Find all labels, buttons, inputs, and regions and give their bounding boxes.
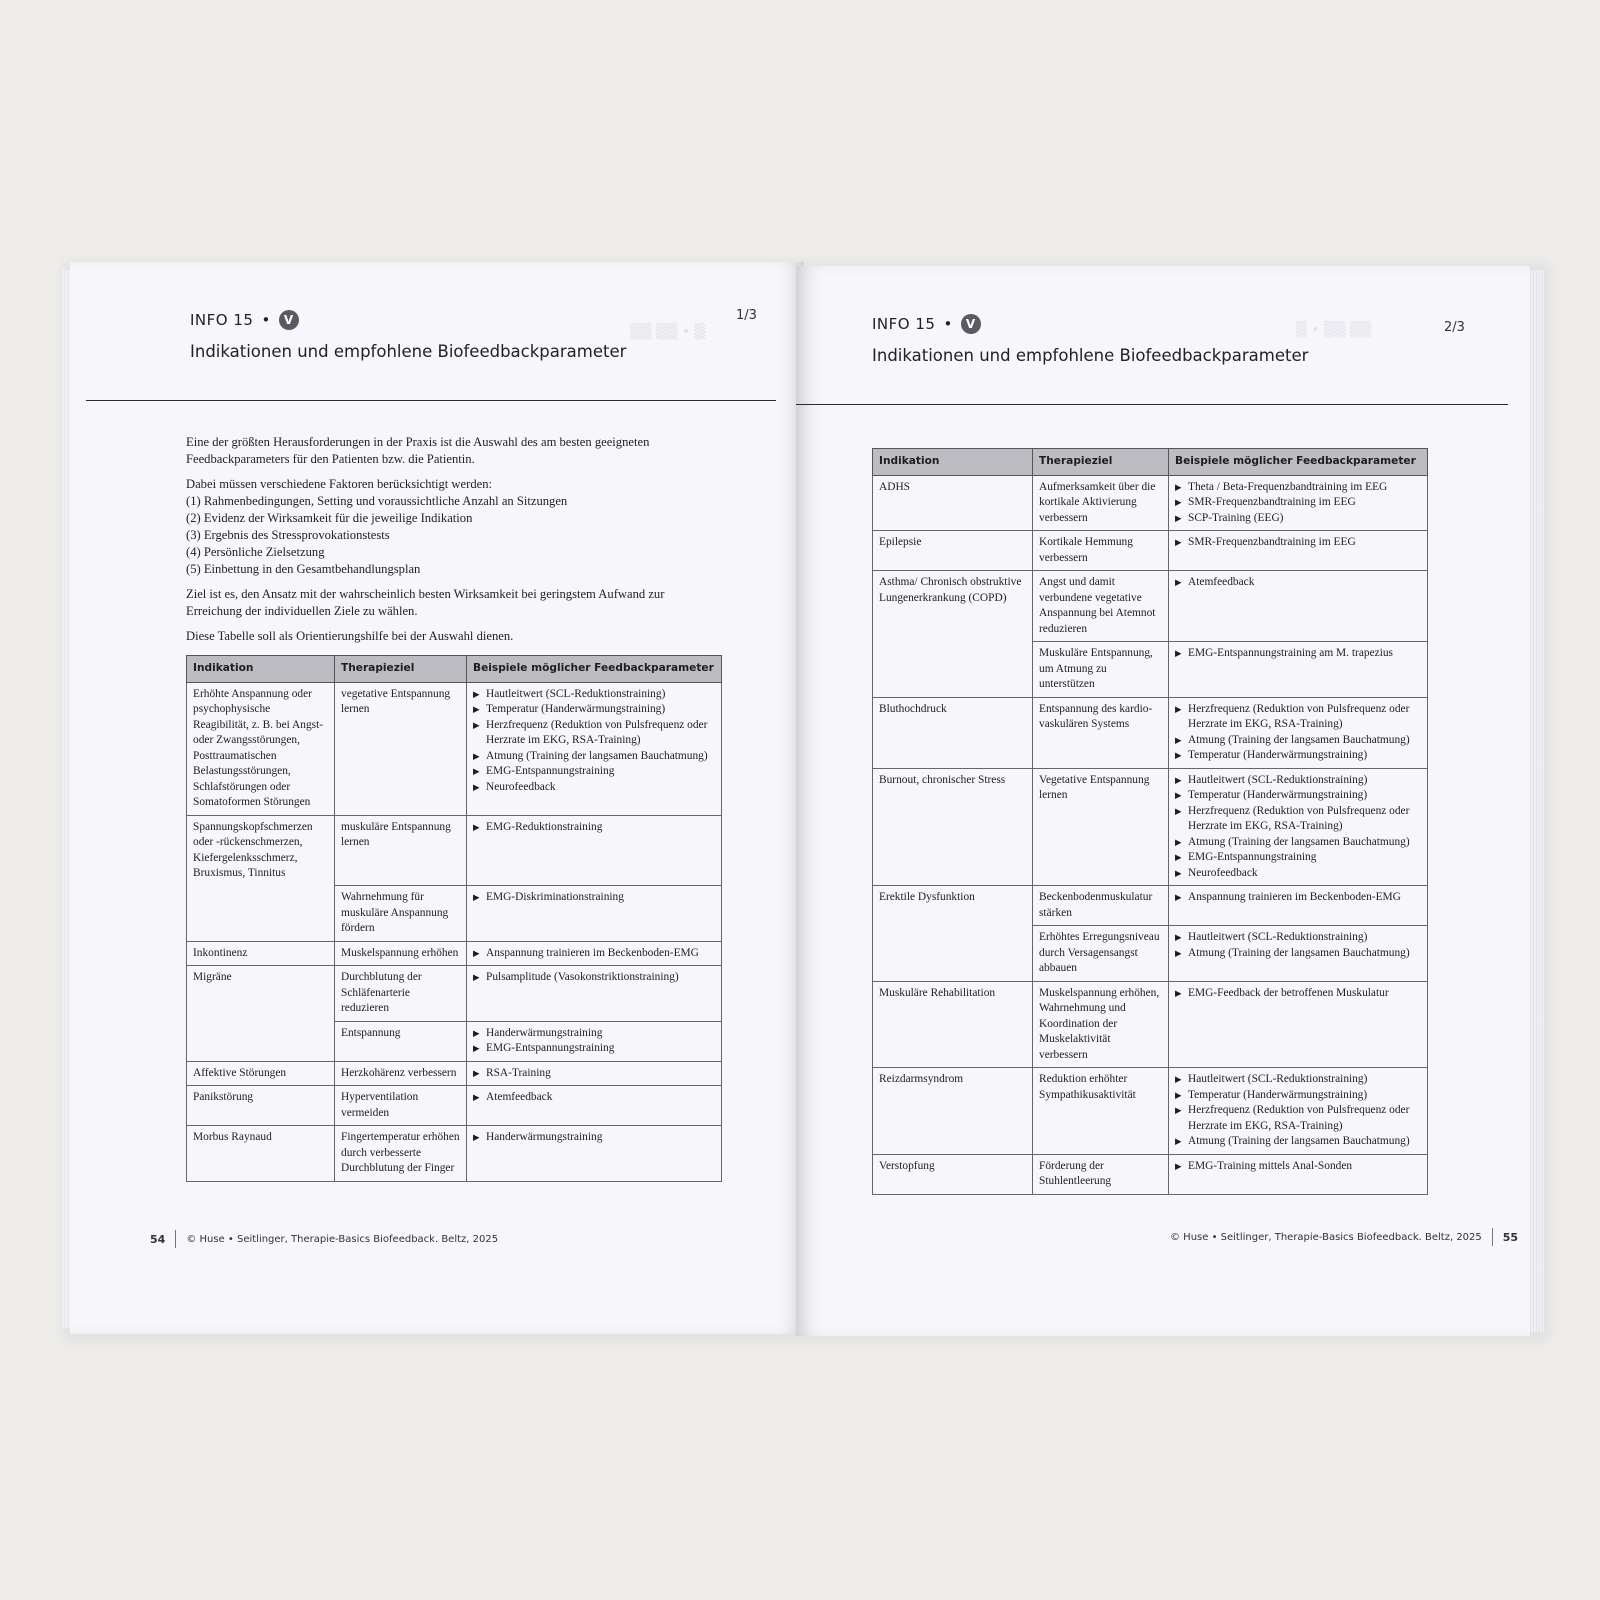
parameter-list (473, 1066, 715, 1082)
parameter-item: ▶ Atmung (Training der langsamen Bauchatmung) (473, 749, 715, 765)
cell-beispiele (1169, 475, 1428, 531)
table-header-row (187, 656, 722, 683)
cell-beispiele (1169, 768, 1428, 886)
parameter-item: ▶ Temperatur (Handerwärmungstraining) (1175, 1088, 1421, 1104)
parameter-item: ▶ Anspannung trainieren im Beckenboden-EMG (1175, 890, 1421, 906)
cell-therapieziel: Muskuläre Entspannung, um Atmung zu unterstützen (1033, 642, 1169, 698)
footer-divider (1492, 1228, 1493, 1246)
cell-beispiele (467, 1086, 722, 1126)
header-therapieziel: Therapieziel (335, 656, 467, 683)
parameter-item: ▶ Herzfrequenz (Reduktion von Pulsfrequenz oder Herzrate im EKG, RSA-Training) (1175, 804, 1421, 835)
table-row (187, 682, 722, 815)
parameter-item: ▶ EMG-Feedback der betroffenen Muskulatur (1175, 986, 1421, 1002)
cell-beispiele (467, 1061, 722, 1086)
parameter-item: ▶ RSA-Training (473, 1066, 715, 1082)
parameter-list (1175, 930, 1421, 961)
parameter-item: ▶ Temperatur (Handerwärmungstraining) (1175, 748, 1421, 764)
info-label (872, 314, 1308, 334)
page-number: 55 (1502, 1230, 1519, 1244)
parameter-item: ▶ Herzfrequenz (Reduktion von Pulsfrequenz oder Herzrate im EKG, RSA-Training) (473, 718, 715, 749)
header-indikation: Indikation (187, 656, 335, 683)
right-footer (1170, 1228, 1518, 1246)
cell-therapieziel: Durchblutung der Schläfenarterie reduzieren (335, 966, 467, 1022)
parameter-list (1175, 890, 1421, 906)
factor-item: (3) Ergebnis des Stressprovokationstests (186, 528, 390, 542)
table-row (873, 1154, 1428, 1194)
cell-beispiele (467, 941, 722, 966)
parameter-item: ▶ EMG-Entspannungstraining (473, 764, 715, 780)
parameter-list (473, 946, 715, 962)
table-row (873, 926, 1428, 982)
page-part-indicator: 1/3 (736, 308, 757, 323)
header-beispiele: Beispiele möglicher Feedbackparameter (467, 656, 722, 683)
cell-therapieziel: Aufmerksamkeit über die kortikale Aktivierung verbessern (1033, 475, 1169, 531)
left-page (70, 262, 804, 1334)
page-title: Indikationen und empfohlene Biofeedbackparameter (872, 346, 1309, 365)
table-row (873, 1068, 1428, 1155)
bullet-separator: • (943, 315, 953, 333)
footer-divider (175, 1230, 176, 1248)
info-label (190, 310, 626, 330)
cell-beispiele (1169, 886, 1428, 926)
cell-therapieziel: Vegetative Entspannung lernen (1033, 768, 1169, 886)
table-row (187, 1061, 722, 1086)
table-row (187, 1021, 722, 1061)
cell-therapieziel: muskuläre Entspannung lernen (335, 815, 467, 886)
cell-therapieziel: Förderung der Stuhlentleerung (1033, 1154, 1169, 1194)
parameter-item: ▶ Handerwärmungstraining (473, 1130, 715, 1146)
parameter-item: ▶ EMG-Entspannungstraining am M. trapezius (1175, 646, 1421, 662)
parameter-item: ▶ Temperatur (Handerwärmungstraining) (1175, 788, 1421, 804)
parameter-list (473, 687, 715, 796)
cell-indikation: Inkontinenz (187, 941, 335, 966)
cell-therapieziel: Herzkohärenz verbessern (335, 1061, 467, 1086)
page-edges-right (1530, 270, 1544, 1332)
cell-indikation: Migräne (187, 966, 335, 1022)
left-body (186, 434, 722, 1182)
header-indikation: Indikation (873, 449, 1033, 476)
parameter-item: ▶ Atemfeedback (1175, 575, 1421, 591)
parameter-item: ▶ Atmung (Training der langsamen Bauchatmung) (1175, 1134, 1421, 1150)
cell-therapieziel: Muskelspannung erhöhen (335, 941, 467, 966)
cell-indikation: Erektile Dysfunktion (873, 886, 1033, 926)
cell-indikation: Epilepsie (873, 531, 1033, 571)
cell-therapieziel: Angst und damit verbundene vegetative Anspannung bei Atemnot reduzieren (1033, 571, 1169, 642)
cell-indikation: Asthma/ Chronisch obstruktive Lungenerkrankung (COPD) (873, 571, 1033, 642)
level-badge-icon: V (961, 314, 981, 334)
table-row (187, 886, 722, 942)
parameter-list (473, 970, 715, 986)
info-number: INFO 15 (872, 315, 936, 333)
parameter-item: ▶ Herzfrequenz (Reduktion von Pulsfrequenz oder Herzrate im EKG, RSA-Training) (1175, 702, 1421, 733)
goal-paragraph: Ziel ist es, den Ansatz mit der wahrscheinlich besten Wirksamkeit bei geringstem Aufwand zur Erreichung der individuellen Ziele zu wählen. (186, 587, 665, 618)
cell-beispiele (1169, 1154, 1428, 1194)
right-page (796, 266, 1530, 1336)
parameter-item: ▶ Atmung (Training der langsamen Bauchatmung) (1175, 835, 1421, 851)
cell-indikation: Reizdarmsyndrom (873, 1068, 1033, 1155)
cell-beispiele (1169, 697, 1428, 768)
table-row (873, 531, 1428, 571)
info-number: INFO 15 (190, 311, 254, 329)
cell-therapieziel: Wahrnehmung für muskuläre Anspannung fördern (335, 886, 467, 942)
parameter-item: ▶ SMR-Frequenzbandtraining im EEG (1175, 495, 1421, 511)
cell-indikation: Verstopfung (873, 1154, 1033, 1194)
cell-indikation: Affektive Störungen (187, 1061, 335, 1086)
bullet-separator: • (261, 311, 271, 329)
header-rule (796, 404, 1508, 405)
parameter-item: ▶ EMG-Diskriminationstraining (473, 890, 715, 906)
parameter-item: ▶ EMG-Training mittels Anal-Sonden (1175, 1159, 1421, 1175)
table-row (187, 941, 722, 966)
left-header (190, 310, 626, 361)
cell-indikation (187, 1021, 335, 1061)
cell-therapieziel: Muskelspannung erhöhen, Wahrnehmung und Koordination der Muskelaktivität verbessern (1033, 981, 1169, 1068)
cell-indikation (873, 642, 1033, 698)
parameter-list (1175, 535, 1421, 551)
cell-beispiele (1169, 531, 1428, 571)
parameter-list (1175, 575, 1421, 591)
factor-item: (2) Evidenz der Wirksamkeit für die jeweilige Indikation (186, 511, 473, 525)
cell-indikation: Burnout, chronischer Stress (873, 768, 1033, 886)
factors-list (186, 493, 722, 578)
cell-beispiele (467, 966, 722, 1022)
table-row (187, 966, 722, 1022)
cell-beispiele (1169, 981, 1428, 1068)
parameter-item: ▶ EMG-Reduktionstraining (473, 820, 715, 836)
cell-beispiele (467, 886, 722, 942)
table-row (187, 815, 722, 886)
cell-therapieziel: Entspannung (335, 1021, 467, 1061)
parameter-list (1175, 1072, 1421, 1150)
table-row (873, 697, 1428, 768)
intro-paragraph: Eine der größten Herausforderungen in der Praxis ist die Auswahl des am besten geeigneten Feedbackparameters für den Patienten bzw. die Patientin. (186, 435, 650, 466)
bleed-through-text: ▒▒ ▒▒ • ▒ (630, 324, 706, 340)
right-header (872, 314, 1308, 365)
cell-therapieziel: Hyperventilation vermeiden (335, 1086, 467, 1126)
parameter-list (1175, 986, 1421, 1002)
table-intro: Diese Tabelle soll als Orientierungshilfe bei der Auswahl dienen. (186, 629, 514, 643)
parameter-item: ▶ Anspannung trainieren im Beckenboden-EMG (473, 946, 715, 962)
parameter-item: ▶ Neurofeedback (473, 780, 715, 796)
parameter-item: ▶ Herzfrequenz (Reduktion von Pulsfrequenz oder Herzrate im EKG, RSA-Training) (1175, 1103, 1421, 1134)
table-row (873, 886, 1428, 926)
table-header-row (873, 449, 1428, 476)
header-therapieziel: Therapieziel (1033, 449, 1169, 476)
parameter-item: ▶ SCP-Training (EEG) (1175, 511, 1421, 527)
cell-indikation: Erhöhte Anspannung oder psychophysische Reagibilität, z. B. bei Angst- oder Zwangsstörungen, Posttraumatischen Belastungsstörungen, Schlafstörungen oder Somatoformen Störungen (187, 682, 335, 815)
cell-indikation: Spannungskopfschmerzen oder -rückenschmerzen, Kiefergelenksschmerz, Bruxismus, Tinnitus (187, 815, 335, 886)
parameter-item: ▶ SMR-Frequenzbandtraining im EEG (1175, 535, 1421, 551)
parameter-list (1175, 773, 1421, 882)
cell-indikation (873, 926, 1033, 982)
cell-therapieziel: vegetative Entspannung lernen (335, 682, 467, 815)
parameter-item: ▶ Theta / Beta-Frequenzbandtraining im EEG (1175, 480, 1421, 496)
level-badge-icon: V (279, 310, 299, 330)
header-rule (86, 400, 776, 401)
cell-indikation (187, 886, 335, 942)
factors-intro: Dabei müssen verschiedene Faktoren berücksichtigt werden: (186, 477, 492, 491)
table-row (187, 1086, 722, 1126)
factor-item: (5) Einbettung in den Gesamtbehandlungsplan (186, 562, 421, 576)
indication-table (186, 655, 722, 1182)
cell-therapieziel: Beckenbodenmuskulatur stärken (1033, 886, 1169, 926)
parameter-list (1175, 702, 1421, 764)
parameter-list (1175, 1159, 1421, 1175)
parameter-item: ▶ Hautleitwert (SCL-Reduktionstraining) (1175, 1072, 1421, 1088)
parameter-list (1175, 646, 1421, 662)
parameter-item: ▶ Handerwärmungstraining (473, 1026, 715, 1042)
parameter-item: ▶ Atmung (Training der langsamen Bauchatmung) (1175, 733, 1421, 749)
cell-beispiele (467, 1021, 722, 1061)
cell-therapieziel: Entspannung des kardio-vaskulären Systems (1033, 697, 1169, 768)
parameter-item: ▶ Atemfeedback (473, 1090, 715, 1106)
cell-indikation: Muskuläre Rehabilitation (873, 981, 1033, 1068)
parameter-list (473, 1026, 715, 1057)
header-beispiele: Beispiele möglicher Feedbackparameter (1169, 449, 1428, 476)
cell-indikation: Morbus Raynaud (187, 1126, 335, 1182)
indication-table (872, 448, 1428, 1195)
parameter-list (473, 890, 715, 906)
cell-beispiele (467, 682, 722, 815)
right-body (872, 448, 1428, 1195)
table-row (873, 475, 1428, 531)
left-footer (150, 1230, 498, 1248)
cell-therapieziel: Kortikale Hemmung verbessern (1033, 531, 1169, 571)
table-row (187, 1126, 722, 1182)
parameter-item: ▶ Atmung (Training der langsamen Bauchatmung) (1175, 946, 1421, 962)
cell-indikation: Bluthochdruck (873, 697, 1033, 768)
cell-beispiele (1169, 571, 1428, 642)
page-title: Indikationen und empfohlene Biofeedbackparameter (190, 342, 627, 361)
page-number: 54 (150, 1232, 166, 1246)
cell-therapieziel: Fingertemperatur erhöhen durch verbesserte Durchblutung der Finger (335, 1126, 467, 1182)
page-part-indicator: 2/3 (1444, 320, 1465, 335)
cell-therapieziel: Erhöhtes Erregungsniveau durch Versagensangst abbauen (1033, 926, 1169, 982)
parameter-list (473, 1090, 715, 1106)
parameter-list (473, 1130, 715, 1146)
cell-beispiele (1169, 1068, 1428, 1155)
parameter-item: ▶ Hautleitwert (SCL-Reduktionstraining) (1175, 930, 1421, 946)
copyright-line: © Huse • Seitlinger, Therapie-Basics Biofeedback. Beltz, 2025 (1170, 1231, 1482, 1243)
parameter-item: ▶ Hautleitwert (SCL-Reduktionstraining) (473, 687, 715, 703)
factor-item: (4) Persönliche Zielsetzung (186, 545, 325, 559)
parameter-list (473, 820, 715, 836)
parameter-item: ▶ Pulsamplitude (Vasokonstriktionstraining) (473, 970, 715, 986)
cell-indikation: Panikstörung (187, 1086, 335, 1126)
cell-beispiele (1169, 926, 1428, 982)
table-row (873, 981, 1428, 1068)
parameter-item: ▶ Hautleitwert (SCL-Reduktionstraining) (1175, 773, 1421, 789)
table-row (873, 571, 1428, 642)
parameter-list (1175, 480, 1421, 527)
cell-beispiele (467, 1126, 722, 1182)
table-row (873, 642, 1428, 698)
bleed-through-text: ▒ • ▒▒ ▒▒ (1296, 322, 1372, 338)
cell-therapieziel: Reduktion erhöhter Sympathikusaktivität (1033, 1068, 1169, 1155)
parameter-item: ▶ EMG-Entspannungstraining (473, 1041, 715, 1057)
copyright-line: © Huse • Seitlinger, Therapie-Basics Biofeedback. Beltz, 2025 (186, 1233, 499, 1245)
parameter-item: ▶ EMG-Entspannungstraining (1175, 850, 1421, 866)
parameter-item: ▶ Temperatur (Handerwärmungstraining) (473, 702, 715, 718)
parameter-item: ▶ Neurofeedback (1175, 866, 1421, 882)
factor-item: (1) Rahmenbedingungen, Setting und voraussichtliche Anzahl an Sitzungen (186, 494, 568, 508)
cell-beispiele (1169, 642, 1428, 698)
table-row (873, 768, 1428, 886)
cell-indikation: ADHS (873, 475, 1033, 531)
cell-beispiele (467, 815, 722, 886)
